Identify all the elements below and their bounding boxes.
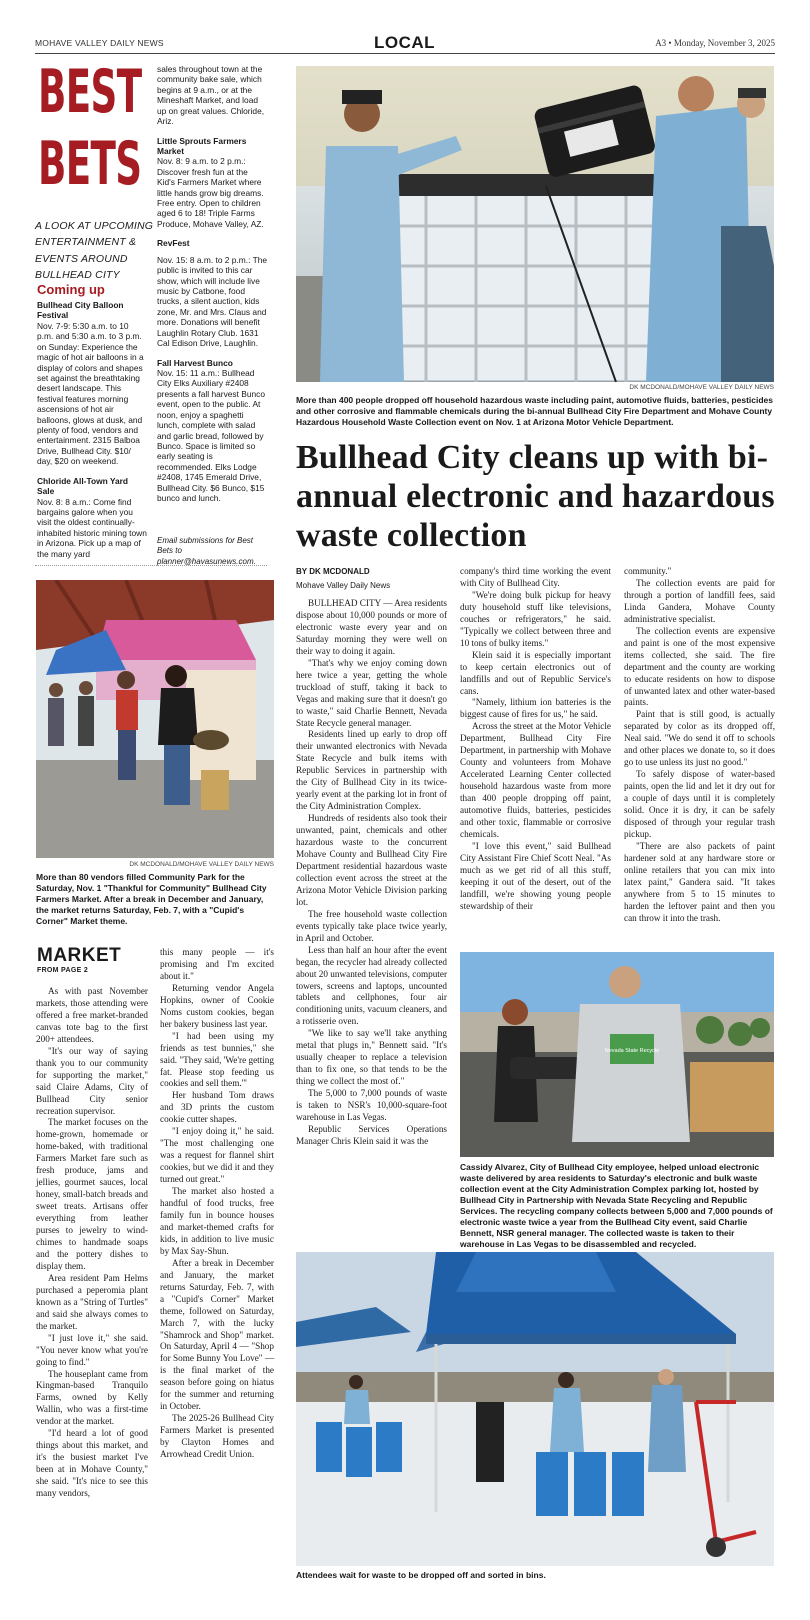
paragraph: "We like to say we'll take anything metal that plugs in," Bennett said. "It's usually cheaper to replace a television than to fix one, so that tends to be the thing we collect the most of."	[296, 1028, 447, 1087]
event-body: Nov. 15: 11 a.m.: Bullhead City Elks Auxiliary #2408 presents a fall harvest Bunco event, open to the public. At noon, enjoy a spaghetti lunch, complete with salad and garlic bread, followed by Bunco. Space is limited so early seating is recommended. Elks Lodge #2408, 1745 Emerald Drive, Bullhead City. $6 Bunco, $15 bunco and lunch.	[157, 367, 266, 504]
coming-up-heading: Coming up	[37, 282, 105, 297]
paragraph: Less than half an hour after the event began, the recycler had already collected about 20 unwanted televisions, computer towers, screens and laptops, uncounted tablets and cellphones, four air conditioning units, vacuum cleaners, and a rotisserie oven.	[296, 944, 447, 1027]
paragraph: To safely dispose of water-based paints, open the lid and let it dry out for a couple of days until it is completely solid. Once it is dry, it can be safely disposed of through your regular trash pickup.	[624, 769, 775, 839]
paragraph: "It's our way of saying thank you to our community for supporting the market," said Claire Adams, City of Bullhead City senior recreation supervisor.	[36, 1045, 148, 1116]
photo-credit: DK MCDONALD/MOHAVE VALLEY DAILY NEWS	[129, 861, 274, 868]
article-column-2	[460, 566, 611, 913]
event-body: Nov. 15: 8 a.m. to 2 p.m.: The public is invited to this car show, which will include live music by Catbone, food trucks, a silent auction, kids zone, Mr. and Mrs. Claus and more. Donations will benefit Laughlin Rotary Club. 1631 Cal Edison Drive, Laughlin.	[157, 254, 268, 349]
photo-credit: DK MCDONALD/MOHAVE VALLEY DAILY NEWS	[629, 384, 774, 391]
paragraph: Area resident Pam Helms purchased a peperomia plant known as a "String of Turtles" and said she always comes to the market.	[36, 1272, 148, 1331]
shirt-logo-text: Nevada State Recycle	[604, 1048, 660, 1054]
paragraph: "I just love it," she said. "You never know what you're going to find."	[36, 1332, 148, 1367]
event-item	[157, 238, 267, 348]
event-item	[157, 64, 267, 127]
market-column-2	[160, 947, 274, 1461]
event-item	[157, 358, 267, 504]
market-column-1	[36, 986, 148, 1500]
header-rule	[35, 53, 775, 54]
paragraph: BULLHEAD CITY — Area residents dispose about 10,000 pounds or more of electronic waste every year and on Saturday morning they were well on their way to doing it again.	[296, 598, 447, 656]
article-column-3	[624, 566, 775, 925]
event-body: Nov. 8: 8 a.m.: Come find bargains galore when you visit the oldest continually-inhabited historic mining town in Arizona. Pick up a map of the many yard	[37, 496, 147, 559]
paragraph: "Namely, lithium ion batteries is the biggest cause of fires for us," he said.	[460, 697, 611, 720]
paragraph: Paint that is still good, is actually separated by color as its dropped off, Neal said. "We do send it off to schools and other places we donate to, so it does go to use unless its just no good."	[624, 709, 775, 768]
paragraph: community."	[624, 566, 672, 576]
paragraph: "I enjoy doing it," he said. "The most challenging one was a request for flannel shirt cookies, but we did it and they turned out great."	[160, 1126, 274, 1185]
photo-caption: Cassidy Alvarez, City of Bullhead City employee, helped unload electronic waste delivered by area residents to Saturday's electronic and bulk waste collection event at the City Administration Complex parking lot, hosted by Bullhead City in Partnership with Nevada State Recycling and Republic Services. The recycling company collects between 5,000 and 7,000 pounds of electronic waste twice a year from the Bullhead City event, said Charlie Bennett, NSR general manager. The collected waste is taken to their warehouse in Las Vegas to be disassembled and recycled.	[460, 1162, 773, 1250]
paragraph: this many people — it's promising and I'm excited about it."	[160, 947, 274, 981]
best-bets-subtitle: A LOOK AT UPCOMING ENTERTAINMENT & EVENTS AROUND BULLHEAD CITY	[35, 220, 154, 281]
paragraph: "I'd heard a lot of good things about this market, and it's the busiest market I've been at in Mohave County," she said. "It's nice to see this many vendors,	[36, 1428, 148, 1499]
jump-line: FROM PAGE 2	[37, 967, 89, 974]
paragraph: Klein said it is especially important to keep certain electronics out of landfills and out of Republic Service's cans.	[460, 649, 611, 696]
article-headline: Bullhead City cleans up with bi-annual electronic and hazardous waste collection	[296, 439, 775, 555]
paragraph: Republic Services Operations Manager Chris Klein said it was the	[296, 1123, 447, 1146]
article-column-1	[296, 598, 447, 1148]
photo-farmers-market	[36, 580, 274, 858]
event-title: Chloride All-Town Yard Sale	[37, 475, 129, 497]
event-title: Little Sprouts Farmers Market	[157, 135, 247, 156]
paragraph: Returning vendor Angela Hopkins, owner of Cookie Noms custom cookies, began her bakery business last year.	[160, 982, 274, 1029]
paragraph: Residents lined up early to drop off their unwanted electronics with Nevada State Recycle and bulk items with Republic Services in partnership with the City of Bullhead City in its twice-yearly event at the parking lot in front of the City Administration Complex.	[296, 729, 447, 812]
byline: BY DK MCDONALD	[296, 567, 370, 576]
event-body: sales throughout town at the community bake sale, which begins at 9 a.m., or at the Mineshaft Market, and load up on great values. Chloride, Ariz.	[157, 64, 265, 127]
best-bets-email-note: Email submissions for Best Bets to planner@havasunews.com.	[157, 536, 256, 566]
best-bets-title-line1: BEST	[38, 57, 142, 127]
event-body: Nov. 8: 9 a.m. to 2 p.m.: Discover fresh fun at the Kid's Farmers Market where little hands grow big dreams. Free entry. Open to children aged 6 to 18! Triple Farms Produce, Mohave Valley, AZ.	[157, 156, 264, 229]
section-title: LOCAL	[374, 33, 436, 52]
market-heading: MARKET	[37, 945, 122, 966]
photo-electronic-waste	[460, 952, 774, 1157]
paper-name: MOHAVE VALLEY DAILY NEWS	[35, 38, 164, 48]
paragraph: Hundreds of residents also took their unwanted, paint, chemicals and other hazardous waste to the concurrent Mohave County and Bullhead City Fire Department residential hazardous waste collection event across the street at the Arizona Motor Vehicle Division parking lot.	[296, 813, 447, 907]
paragraph: The 2025-26 Bullhead City Farmers Market is presented by Clayton Homes and Arrowhead Credit Union.	[160, 1413, 274, 1460]
event-item	[157, 136, 267, 230]
best-bets-title-line2: BETS	[38, 129, 142, 199]
paragraph: After a break in December and January, the market returns Saturday, Feb. 7, with a "Cupid's Corner" Market theme, followed on Saturday, March 7, with the lucky "Shamrock and Shop" market. On Saturday, April 4 — "Shop for Some Bunny You Love" — is the final market of the season before going on hiatus for the summer and returning in October.	[160, 1257, 275, 1412]
event-title: Fall Harvest Bunco	[157, 357, 233, 368]
paragraph: company's third time working the event with City of Bullhead City.	[460, 566, 611, 588]
photo-waste-collection-tents	[296, 1252, 774, 1566]
paragraph: "I had been using my friends as test bunnies," she said. "They said, 'We're getting fat. Please stop feeding us cookies and sell them.'"	[160, 1030, 274, 1089]
best-bets-column-1	[37, 300, 147, 568]
paragraph: The 5,000 to 7,000 pounds of waste is taken to NSR's 10,000-square-foot warehouse in Las Vegas.	[296, 1088, 447, 1122]
event-item	[37, 300, 147, 467]
paragraph: "There are also packets of paint hardener sold at any hardware store or online retailers that you can mix into latex paint," Gandera said. "It takes anywhere from 5 to 15 minutes to harden the leftover paint and then you can throw it into the trash.	[624, 840, 775, 923]
paragraph: As with past November markets, those attending were offered a free market-branded canvas tote bag to the first 200+ attendees.	[36, 986, 148, 1044]
paragraph: "We're doing bulk pickup for heavy duty household stuff like televisions, couches or refrigerators," he said. "Typically we collect between three and 10 tons of bulky items."	[460, 589, 611, 648]
paragraph: Across the street at the Motor Vehicle Department, Bullhead City Fire Department, in partnership with Mohave County and volunteers from Mohave Accelerated Learning Center collected household hazardous waste from more than 400 people dropping off paint, automotive fluids, batteries, pesticides and other toxic, flammable or corrosive chemicals.	[460, 721, 611, 839]
photo-caption: More than 80 vendors filled Community Park for the Saturday, Nov. 1 "Thankful for Community" Bullhead City Farmers Market. After a break in December and January, the market returns Saturday, Feb. 7, with a "Cupid's Corner" Market theme.	[36, 872, 267, 927]
page-date: A3 • Monday, November 3, 2025	[655, 38, 775, 48]
paragraph: The free household waste collection events typically take place twice yearly, in April and October.	[296, 908, 447, 943]
paragraph: Her husband Tom draws and 3D prints the custom cookie cutter shapes.	[160, 1090, 274, 1125]
paragraph: The market focuses on the home-grown, homemade or home-baked, with traditional Farmers Market fare such as fresh produce, jams and jellies, gourmet sauces, local honey, small-batch breads and sweet treats. Artisans offer everything from leather purses to jewelry to wind-chimes to handmade soaps and the pottery dishes to display them.	[36, 1117, 148, 1271]
photo-caption: More than 400 people dropped off household hazardous waste including paint, automotive fluids, batteries, pesticides and other corrosive and flammable chemicals during the bi-annual Bullhead City Fire Department and Mohave County Hazardous Household Waste Collection event on Nov. 1 at Arizona Motor Vehicle Department.	[296, 395, 774, 428]
byline-affiliation: Mohave Valley Daily News	[296, 581, 391, 590]
paragraph: The collection events are paid for through a portion of landfill fees, said Linda Gandera, Mohave County administrative specialist.	[624, 577, 775, 624]
paragraph: The market also hosted a handful of food trucks, free family fun in bounce houses and market-themed crafts for kids, in addition to live music by Max Say-Shun.	[160, 1186, 274, 1256]
event-item	[37, 476, 147, 559]
photo-hazardous-waste	[296, 66, 774, 382]
section-divider	[35, 565, 267, 566]
event-body: Nov. 7-9: 5:30 a.m. to 10 p.m. and 5:30 a.m. to 3 p.m. on Sunday: Experience the magic of hot air balloons in a display of colors and shapes set against the breathtaking desert landscape. This festival features morning ascensions of hot air balloons, glows at dusk, and plenty of food, vendors and entertainment. 2315 Balboa Drive, Bullhead City. $10/ day, $20 on weekend.	[37, 320, 144, 467]
photo-caption: Attendees wait for waste to be dropped off and sorted in bins.	[296, 1570, 546, 1580]
paragraph: The houseplant came from Kingman-based Tranquilo Farms, owned by Kelly Wallin, who was a first-time vendor at the market.	[36, 1368, 148, 1427]
paragraph: "That's why we enjoy coming down here twice a year, getting the whole truckload of stuff, taking it back to Vegas and making sure that it doesn't go to waste," said Charlie Bennett, Nevada State Recycle general manager.	[296, 657, 447, 728]
paragraph: "I love this event," said Bullhead City Assistant Fire Chief Scott Neal. "As much as we get rid of all this stuff, keeping it out of the desert, out of the landfill, we're showing young people stewardship of their	[460, 840, 611, 911]
event-title: Bullhead City Balloon Festival	[37, 300, 124, 321]
best-bets-column-2	[157, 64, 267, 512]
event-title: RevFest	[157, 238, 190, 249]
paragraph: The collection events are expensive and paint is one of the most expensive items collected, she said. The fire department and the county are working to educate residents on how to dispose of unwanted latex and other water-based paints.	[624, 625, 775, 708]
